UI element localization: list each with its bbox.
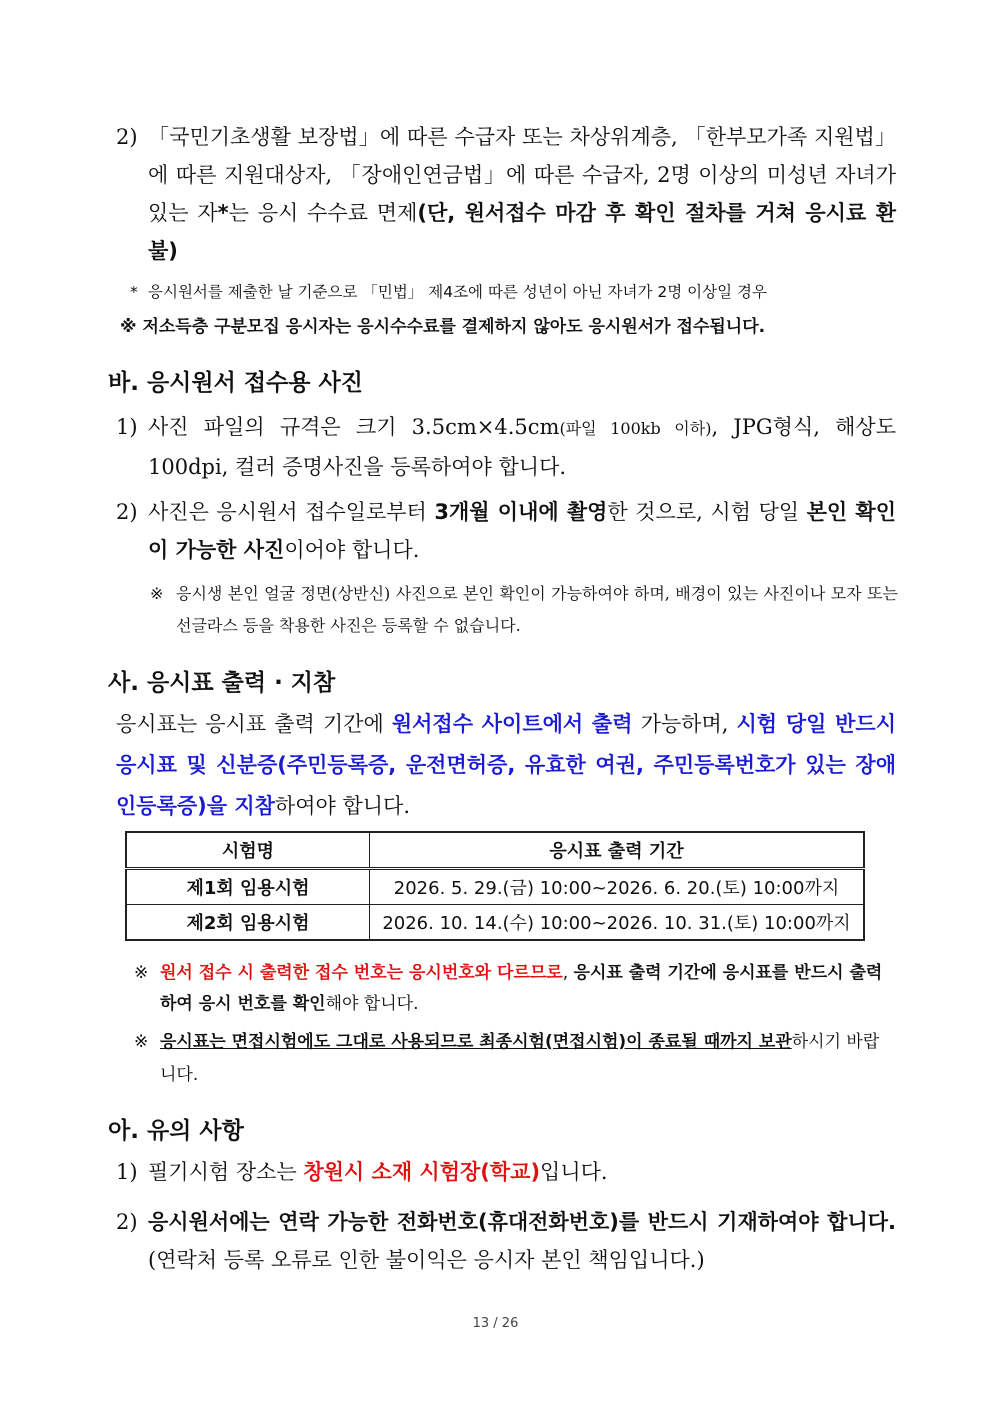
print-period-table: [125, 831, 865, 941]
bold-instruction: 응시표 출력 기간에 응시표를 반드시 출력하여 응시 번호를 확인: [160, 963, 883, 1014]
table-cell: 2026. 10. 14.(수) 10:00~2026. 10. 31.(토) 10:00까지: [370, 905, 865, 941]
star-mark: *: [217, 201, 229, 225]
table-cell: 제2회 임용시험: [126, 905, 370, 941]
refund-note: (단, 원서접수 마감 후 확인 절차를 거쳐 응시료 환불): [148, 201, 896, 263]
item-text: 사진은 응시원서 접수일로부터: [148, 500, 435, 524]
page-number: 13 / 26: [472, 1316, 519, 1331]
item-text-3: 이어야 합니다.: [284, 538, 420, 562]
para-text: 응시표는 응시표 출력 기간에: [116, 712, 392, 736]
table-header: 응시표 출력 기간: [370, 832, 865, 869]
exam-location: 창원시 소재 시험장(학교): [303, 1160, 541, 1184]
para-text-3: 하여야 합니다.: [274, 794, 410, 818]
item-text-2: 한 것으로, 시험 당일: [607, 500, 807, 524]
phone-required-text: 응시원서에는 연락 가능한 전화번호(휴대전화번호)를 반드시 기재하여야 합니다.: [148, 1210, 896, 1234]
low-income-note: ※ 저소득층 구분모집 응시자는 응시수수료를 결제하지 않아도 응시원서가 접수됩니다.: [120, 317, 766, 337]
section-heading-a: 아. 유의 사항: [108, 1118, 244, 1144]
eligibility-item: [116, 118, 896, 270]
table-row: [126, 905, 864, 941]
bold-text-2: 본인 확인이 가능한 사진: [148, 500, 896, 562]
bring-id-text: 시험 당일 반드시 응시표 및 신분증(주민등록증, 운전면허증, 유효한 여권, 주민등록번호가 있는 장애인등록증)을 지참: [116, 712, 896, 818]
table-cell: 제1회 임용시험: [126, 869, 370, 905]
table-cell: 2026. 5. 29.(금) 10:00~2026. 6. 20.(토) 10:00까지: [370, 869, 865, 905]
note-mark: ※: [134, 1032, 149, 1052]
photo-note: [150, 578, 898, 642]
table-row: [126, 869, 864, 905]
caution-item-1: [116, 1153, 896, 1191]
item-text-2: 입니다.: [540, 1160, 608, 1184]
ticket-note-1: [134, 958, 890, 1020]
item-number: 2): [116, 1210, 138, 1234]
item-number: 2): [116, 500, 138, 524]
item-number: 1): [116, 1160, 138, 1184]
file-size-note: (파일 100kb 이하): [559, 419, 712, 438]
footnote-mark: *: [130, 283, 138, 301]
note-mark: ※: [150, 584, 164, 603]
para-text-2: 가능하며,: [632, 712, 737, 736]
section-heading-ba: 바. 응시원서 접수용 사진: [108, 370, 363, 396]
item-number: 2): [116, 125, 138, 149]
item-text: 필기시험 장소는: [148, 1160, 304, 1184]
print-site-text: 원서접수 사이트에서 출력: [391, 712, 633, 736]
admission-ticket-paragraph: [116, 704, 896, 827]
caution-item-2: [116, 1203, 896, 1279]
photo-item-2: [116, 493, 896, 569]
note-text: ,: [562, 963, 574, 983]
red-warning: 원서 접수 시 출력한 접수 번호는 응시번호와 다르므로: [160, 963, 563, 983]
keep-ticket-text: 응시표는 면접시험에도 그대로 사용되므로 최종시험(면접시험)이 종료될 때까지 보관: [160, 1032, 792, 1052]
photo-item-1: [116, 408, 896, 486]
footnote-text: 응시원서를 제출한 날 기준으로 「민법」 제4조에 따른 성년이 아닌 자녀가 2명 이상일 경우: [148, 283, 767, 301]
table-header-row: [126, 832, 864, 869]
footnote-star: [130, 276, 900, 308]
note-text-2: 해야 합니다.: [325, 994, 419, 1014]
note-text: 하시기 바랍니다.: [160, 1032, 880, 1085]
bold-text: 3개월 이내에 촬영: [434, 500, 608, 524]
note-mark: ※: [134, 963, 149, 983]
item-text-2: 는 응시 수수료 면제: [228, 201, 418, 225]
section-heading-sa: 사. 응시표 출력 · 지참: [108, 670, 336, 696]
item-text: 「국민기초생활 보장법」에 따른 수급자 또는 차상위계층, 「한부모가족 지원법」에 따른 지원대상자, 「장애인연금법」에 따른 수급자, 2명 이상의 미성년 자녀가 있는 자: [148, 125, 896, 225]
item-number: 1): [116, 415, 138, 439]
note-text: 응시생 본인 얼굴 정면(상반신) 사진으로 본인 확인이 가능하여야 하며, 배경이 있는 사진이나 모자 또는 선글라스 등을 착용한 사진은 등록할 수 없습니다.: [176, 584, 898, 635]
item-text: (연락처 등록 오류로 인한 불이익은 응시자 본인 책임입니다.): [148, 1248, 705, 1272]
item-text-2: , JPG형식, 해상도 100dpi, 컬러 증명사진을 등록하여야 합니다.: [148, 415, 896, 479]
item-text: 사진 파일의 규격은 크기 3.5cm×4.5cm: [148, 415, 560, 439]
table-header: 시험명: [126, 832, 370, 869]
ticket-note-2: [134, 1026, 890, 1092]
